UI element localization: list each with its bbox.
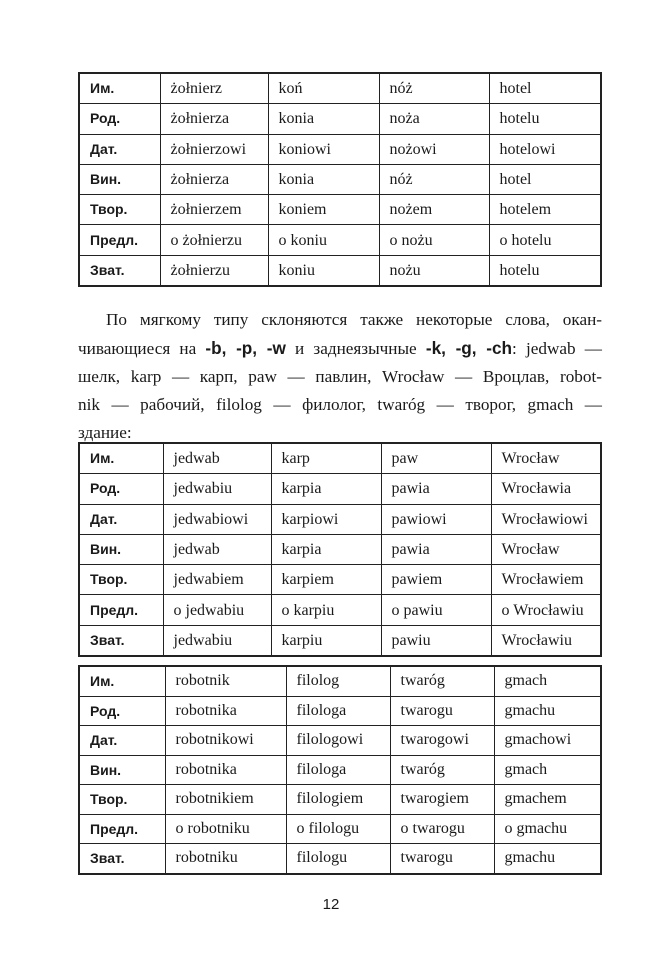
word-form-cell: żołnierzu bbox=[160, 255, 268, 286]
case-label: Предл. bbox=[79, 225, 160, 255]
word-form-cell: koniu bbox=[268, 255, 379, 286]
page-number: 12 bbox=[322, 896, 340, 913]
word-form-cell: filologiem bbox=[286, 785, 390, 815]
word-form-cell: twarogu bbox=[390, 696, 494, 726]
table-row bbox=[79, 534, 601, 564]
case-label: Предл. bbox=[79, 814, 165, 844]
word-form-cell: pawiowi bbox=[381, 504, 491, 534]
word-form-cell: jedwabiem bbox=[163, 565, 271, 595]
word-form-cell: karpia bbox=[271, 474, 381, 504]
table-row bbox=[79, 755, 601, 785]
word-form-cell: Wrocław bbox=[491, 534, 601, 564]
word-form-cell: hotelowi bbox=[489, 134, 601, 164]
table-row bbox=[79, 443, 601, 474]
case-label: Род. bbox=[79, 696, 165, 726]
word-form-cell: o gmachu bbox=[494, 814, 601, 844]
word-form-cell: gmach bbox=[494, 755, 601, 785]
table-row bbox=[79, 104, 601, 134]
word-form-cell: pawiu bbox=[381, 625, 491, 656]
word-form-cell: gmachu bbox=[494, 696, 601, 726]
word-form-cell: Wrocław bbox=[491, 443, 601, 474]
declension-table-2 bbox=[78, 442, 602, 657]
declension-table-3-body bbox=[79, 666, 601, 874]
case-label: Твор. bbox=[79, 565, 163, 595]
table-row bbox=[79, 696, 601, 726]
word-form-cell: filologa bbox=[286, 755, 390, 785]
table-row bbox=[79, 726, 601, 756]
word-form-cell: o Wrocławiu bbox=[491, 595, 601, 625]
velar-endings: -k, -g, -ch bbox=[425, 338, 513, 358]
paragraph-line-1: По мягкому типу склоняются также некоторые слова, окан- bbox=[106, 310, 602, 329]
word-form-cell: paw bbox=[381, 443, 491, 474]
case-label: Вин. bbox=[79, 164, 160, 194]
word-form-cell: gmachem bbox=[494, 785, 601, 815]
declension-table-2-body bbox=[79, 443, 601, 656]
case-label: Им. bbox=[79, 73, 160, 104]
word-form-cell: gmachu bbox=[494, 844, 601, 874]
word-form-cell: o nożu bbox=[379, 225, 489, 255]
word-form-cell: koniowi bbox=[268, 134, 379, 164]
word-form-cell: żołnierz bbox=[160, 73, 268, 104]
word-form-cell: hotelu bbox=[489, 255, 601, 286]
word-form-cell: gmachowi bbox=[494, 726, 601, 756]
word-form-cell: gmach bbox=[494, 666, 601, 696]
word-form-cell: o jedwabiu bbox=[163, 595, 271, 625]
declension-table-1-body bbox=[79, 73, 601, 286]
word-form-cell: Wrocławia bbox=[491, 474, 601, 504]
word-form-cell: o koniu bbox=[268, 225, 379, 255]
word-form-cell: filologu bbox=[286, 844, 390, 874]
word-form-cell: żołnierzem bbox=[160, 195, 268, 225]
word-form-cell: jedwabiu bbox=[163, 625, 271, 656]
word-form-cell: koniem bbox=[268, 195, 379, 225]
table-row bbox=[79, 595, 601, 625]
table-row bbox=[79, 504, 601, 534]
word-form-cell: konia bbox=[268, 164, 379, 194]
table-row bbox=[79, 785, 601, 815]
table-row bbox=[79, 814, 601, 844]
word-form-cell: hotelem bbox=[489, 195, 601, 225]
case-label: Зват. bbox=[79, 625, 163, 656]
case-label: Род. bbox=[79, 474, 163, 504]
table-row bbox=[79, 225, 601, 255]
word-form-cell: karpiem bbox=[271, 565, 381, 595]
word-form-cell: karpiu bbox=[271, 625, 381, 656]
word-form-cell: żołnierza bbox=[160, 104, 268, 134]
word-form-cell: nożu bbox=[379, 255, 489, 286]
word-form-cell: noża bbox=[379, 104, 489, 134]
case-label: Дат. bbox=[79, 504, 163, 534]
word-form-cell: nożowi bbox=[379, 134, 489, 164]
word-form-cell: robotnik bbox=[165, 666, 286, 696]
declension-table-1 bbox=[78, 72, 602, 287]
table-row bbox=[79, 474, 601, 504]
word-form-cell: filolog bbox=[286, 666, 390, 696]
table-row bbox=[79, 164, 601, 194]
word-form-cell: twarogiem bbox=[390, 785, 494, 815]
word-form-cell: o twarogu bbox=[390, 814, 494, 844]
case-label: Вин. bbox=[79, 755, 165, 785]
word-form-cell: twaróg bbox=[390, 666, 494, 696]
table-row bbox=[79, 625, 601, 656]
word-form-cell: pawiem bbox=[381, 565, 491, 595]
case-label: Дат. bbox=[79, 726, 165, 756]
word-form-cell: hotel bbox=[489, 73, 601, 104]
case-label: Твор. bbox=[79, 785, 165, 815]
explanatory-paragraph bbox=[78, 306, 602, 447]
paragraph-line-2: чивающиеся на -b, -p, -w и заднеязычные -k, -g, -ch: jedwab — bbox=[78, 338, 602, 358]
word-form-cell: hotel bbox=[489, 164, 601, 194]
word-form-cell: Wrocławiem bbox=[491, 565, 601, 595]
soft-endings: -b, -p, -w bbox=[205, 338, 286, 358]
word-form-cell: twarogu bbox=[390, 844, 494, 874]
word-form-cell: o robotniku bbox=[165, 814, 286, 844]
table-row bbox=[79, 666, 601, 696]
word-form-cell: żołnierza bbox=[160, 164, 268, 194]
word-form-cell: nóż bbox=[379, 73, 489, 104]
case-label: Им. bbox=[79, 443, 163, 474]
case-label: Предл. bbox=[79, 595, 163, 625]
word-form-cell: o karpiu bbox=[271, 595, 381, 625]
case-label: Вин. bbox=[79, 534, 163, 564]
word-form-cell: jedwabiowi bbox=[163, 504, 271, 534]
word-form-cell: Wrocławiu bbox=[491, 625, 601, 656]
word-form-cell: filologa bbox=[286, 696, 390, 726]
word-form-cell: karpiowi bbox=[271, 504, 381, 534]
table-row bbox=[79, 195, 601, 225]
table-row bbox=[79, 134, 601, 164]
word-form-cell: twarogowi bbox=[390, 726, 494, 756]
case-label: Твор. bbox=[79, 195, 160, 225]
word-form-cell: filologowi bbox=[286, 726, 390, 756]
table-row bbox=[79, 565, 601, 595]
word-form-cell: koń bbox=[268, 73, 379, 104]
word-form-cell: nożem bbox=[379, 195, 489, 225]
table-row bbox=[79, 73, 601, 104]
word-form-cell: konia bbox=[268, 104, 379, 134]
word-form-cell: pawia bbox=[381, 534, 491, 564]
case-label: Зват. bbox=[79, 844, 165, 874]
word-form-cell: twaróg bbox=[390, 755, 494, 785]
declension-table-3 bbox=[78, 665, 602, 875]
word-form-cell: robotnikiem bbox=[165, 785, 286, 815]
word-form-cell: o hotelu bbox=[489, 225, 601, 255]
case-label: Дат. bbox=[79, 134, 160, 164]
word-form-cell: Wrocławiowi bbox=[491, 504, 601, 534]
word-form-cell: jedwabiu bbox=[163, 474, 271, 504]
case-label: Им. bbox=[79, 666, 165, 696]
word-form-cell: robotnika bbox=[165, 696, 286, 726]
word-form-cell: o pawiu bbox=[381, 595, 491, 625]
word-form-cell: nóż bbox=[379, 164, 489, 194]
case-label: Зват. bbox=[79, 255, 160, 286]
word-form-cell: karp bbox=[271, 443, 381, 474]
word-form-cell: o filologu bbox=[286, 814, 390, 844]
word-form-cell: pawia bbox=[381, 474, 491, 504]
table-row bbox=[79, 844, 601, 874]
word-form-cell: jedwab bbox=[163, 534, 271, 564]
word-form-cell: żołnierzowi bbox=[160, 134, 268, 164]
word-form-cell: jedwab bbox=[163, 443, 271, 474]
case-label: Род. bbox=[79, 104, 160, 134]
word-form-cell: robotniku bbox=[165, 844, 286, 874]
paragraph-line-4: nik — рабочий, filolog — филолог, twaróg — творог, gmach — bbox=[78, 395, 602, 414]
word-form-cell: robotnika bbox=[165, 755, 286, 785]
word-form-cell: o żołnierzu bbox=[160, 225, 268, 255]
paragraph-line-3: шелк, karp — карп, paw — павлин, Wrocław — Вроцлав, robot- bbox=[78, 367, 602, 386]
table-row bbox=[79, 255, 601, 286]
paragraph-line-5: здание: bbox=[78, 423, 132, 442]
word-form-cell: karpia bbox=[271, 534, 381, 564]
word-form-cell: robotnikowi bbox=[165, 726, 286, 756]
word-form-cell: hotelu bbox=[489, 104, 601, 134]
